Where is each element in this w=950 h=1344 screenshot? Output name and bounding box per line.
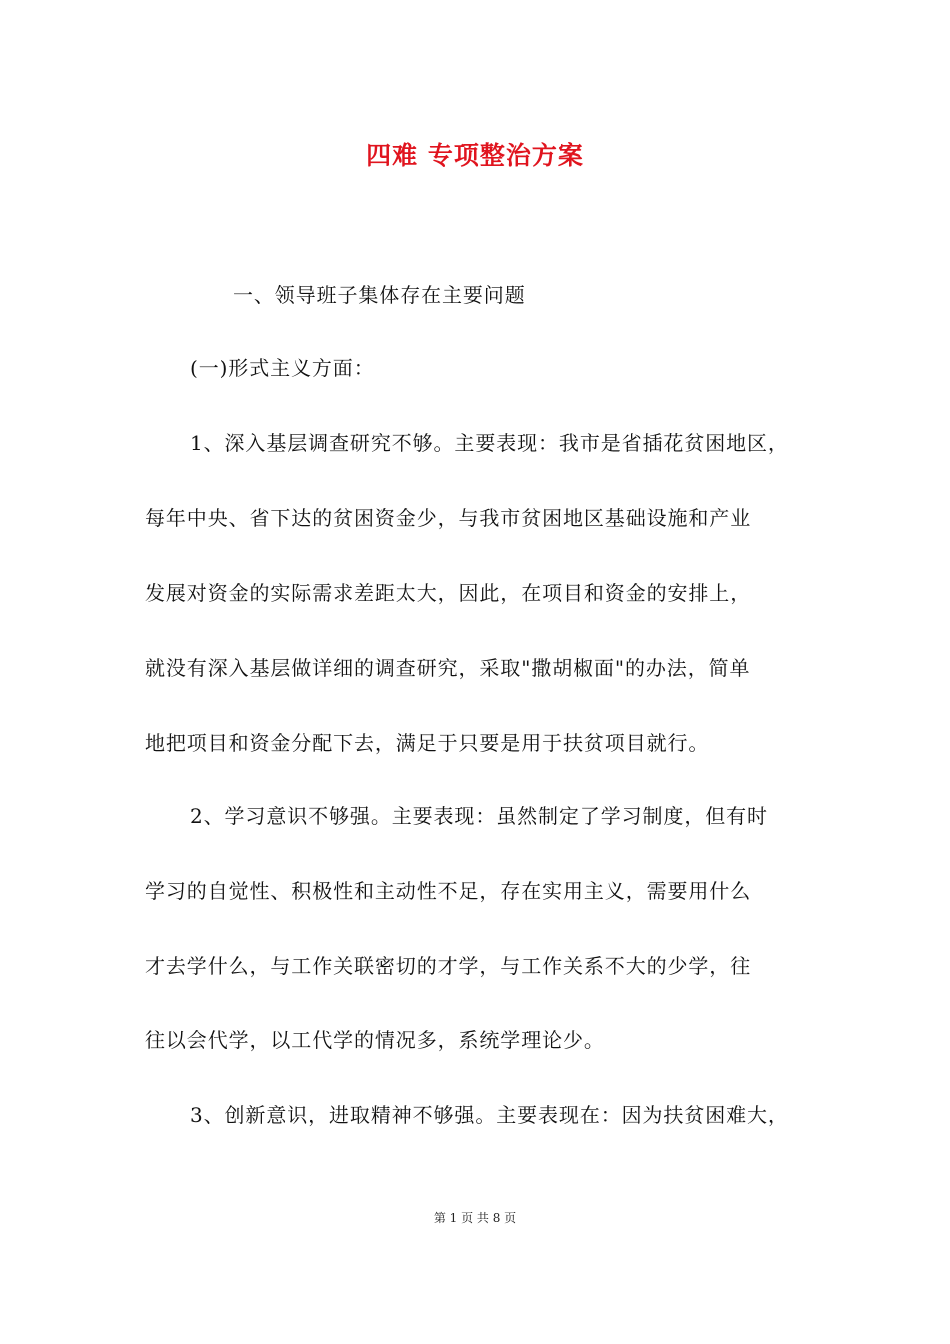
paragraph-line: 2、学习意识不够强。主要表现：虽然制定了学习制度，但有时 (190, 804, 768, 828)
document-title: 四难 专项整治方案 (366, 141, 584, 170)
paragraph-line: 才去学什么，与工作关联密切的才学，与工作关系不大的少学，往 (145, 954, 752, 978)
page-number-footer: 第 1 页 共 8 页 (433, 1211, 517, 1225)
paragraph-line: 发展对资金的实际需求差距太大，因此，在项目和资金的安排上， (145, 581, 752, 605)
paragraph-line: 3、创新意识，进取精神不够强。主要表现在：因为扶贫困难大， (190, 1103, 789, 1127)
paragraph-line: 每年中央、省下达的贫困资金少，与我市贫困地区基础设施和产业 (145, 506, 752, 530)
paragraph-line: 1、深入基层调查研究不够。主要表现：我市是省插花贫困地区， (190, 431, 789, 455)
paragraph-line: 就没有深入基层做详细的调查研究，采取"撒胡椒面"的办法，简单 (145, 656, 751, 680)
section-heading: 一、领导班子集体存在主要问题 (233, 283, 526, 307)
paragraph-line: 往以会代学，以工代学的情况多，系统学理论少。 (145, 1028, 605, 1052)
paragraph-line: 地把项目和资金分配下去，满足于只要是用于扶贫项目就行。 (145, 731, 710, 755)
subsection-heading: (一)形式主义方面： (190, 356, 375, 380)
paragraph-line: 学习的自觉性、积极性和主动性不足，存在实用主义，需要用什么 (145, 879, 752, 903)
